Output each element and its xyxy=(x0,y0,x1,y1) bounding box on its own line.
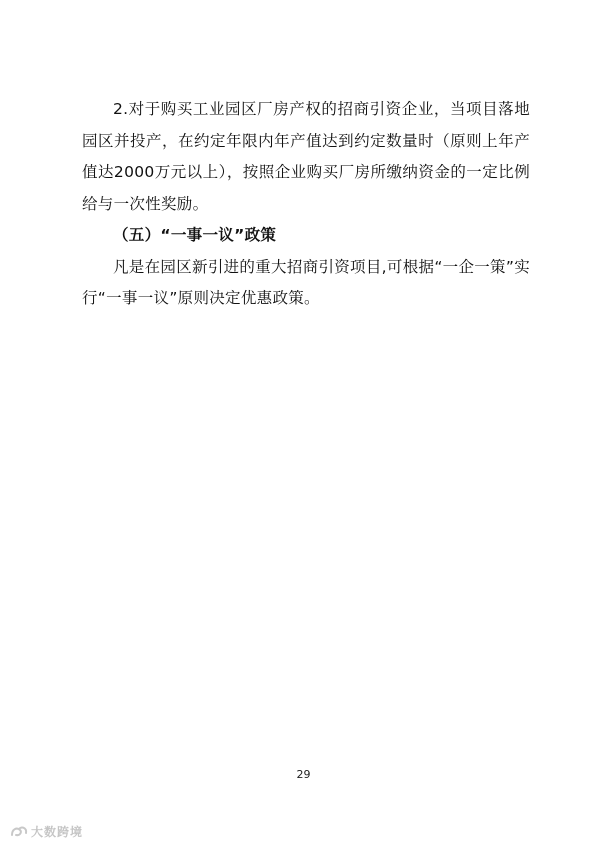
page-number: 29 xyxy=(296,768,311,781)
paragraph-major-project-policy: 凡是在园区新引进的重大招商引资项目,可根据“一企一策”实行“一事一议”原则决定优惠政策。 xyxy=(82,257,530,307)
document-body xyxy=(82,94,530,315)
watermark xyxy=(10,823,83,840)
paragraph-factory-purchase-reward: 2.对于购买工业园区厂房产权的招商引资企业，当项目落地园区并投产，在约定年限内年产值达到约定数量时（原则上年产值达2000万元以上），按照企业购买厂房所缴纳资金的一定比例给与一次性奖励。 xyxy=(82,100,530,213)
watermark-text: 大数跨境 xyxy=(31,825,84,839)
watermark-logo-icon xyxy=(10,825,28,839)
section-heading-case-by-case-policy: （五）“一事一议”政策 xyxy=(113,226,277,244)
